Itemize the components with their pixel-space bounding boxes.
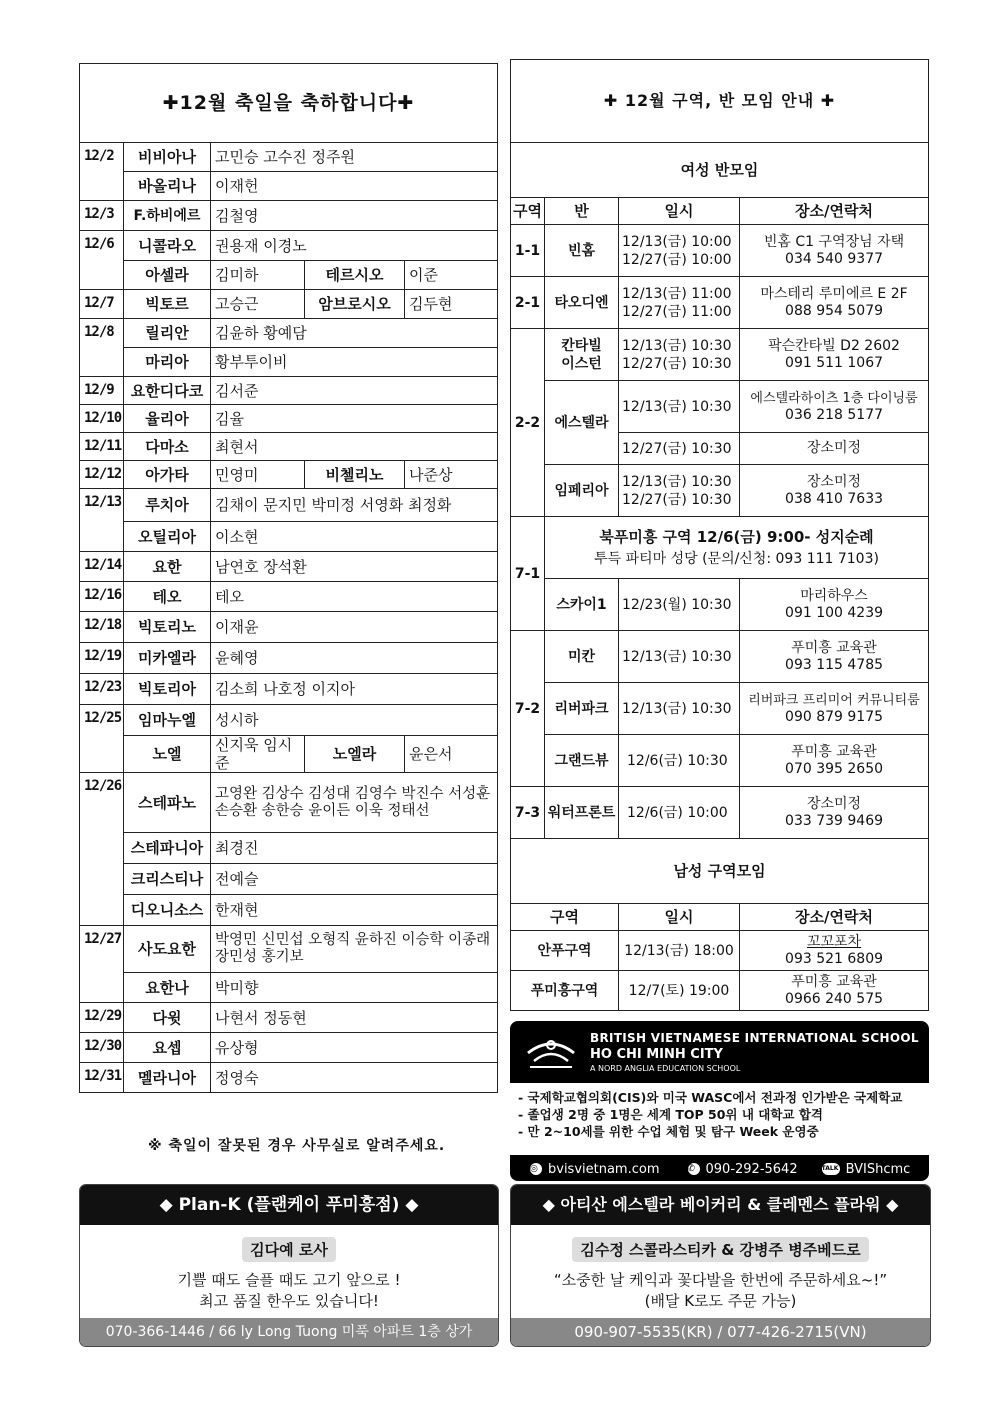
col-header-district: 구역 — [511, 198, 545, 225]
member-names: 김두현 — [405, 290, 498, 319]
group-cell: 워터프론트 — [545, 787, 619, 839]
member-names: 민영미 — [211, 461, 305, 489]
kakaotalk-icon: TALK — [822, 1163, 840, 1175]
plank-title: ◆ Plan-K (플랜케이 푸미흥점) ◆ — [80, 1185, 498, 1225]
bvis-ad — [510, 1021, 929, 1181]
ad-bullet: - 졸업생 2명 중 1명은 세계 TOP 50위 내 대학교 합격 — [518, 1107, 824, 1122]
district-cell: 7-1 — [511, 517, 545, 631]
table-row — [80, 674, 498, 705]
globe-icon: ◎ — [530, 1163, 542, 1175]
feast-date: 12/7 — [80, 290, 124, 319]
member-names: 테오 — [211, 582, 498, 612]
saint-name: 테오 — [124, 582, 211, 612]
feast-date: 12/30 — [80, 1033, 124, 1063]
datetime-cell: 12/13(금) 10:00 12/27(금) 10:00 — [619, 225, 740, 277]
table-row — [80, 433, 498, 461]
saint-name: 빅토르 — [124, 290, 211, 319]
school-crest-icon — [524, 1033, 578, 1071]
feast-date: 12/25 — [80, 705, 124, 773]
saint-name: 요한디다코 — [124, 377, 211, 405]
women-section-title: 여성 반모임 — [511, 143, 929, 198]
table-row — [511, 225, 929, 277]
saint-name: 크리스티나 — [124, 864, 211, 895]
plank-text: 기쁠 때도 슬플 때도 고기 앞으로 ! 최고 품질 한우도 있습니다! — [177, 1271, 401, 1310]
member-names: 이재헌 — [211, 172, 498, 201]
member-names: 김윤하 황예담 — [211, 319, 498, 348]
district-cell: 안푸구역 — [511, 931, 619, 971]
member-names: 김율 — [211, 405, 498, 433]
saint-name: 루치아 — [124, 489, 211, 522]
table-row — [80, 348, 498, 377]
men-section-title: 남성 구역모임 — [511, 839, 929, 904]
datetime-cell: 12/23(월) 10:30 — [619, 579, 740, 631]
member-names: 박영민 신민섭 오형직 윤하진 이승학 이종래 장민성 홍기보 — [211, 926, 498, 973]
member-names: 김서준 — [211, 377, 498, 405]
school-tagline: A NORD ANGLIA EDUCATION SCHOOL — [590, 1064, 741, 1073]
member-names: 김철영 — [211, 201, 498, 231]
group-cell: 빈홈 — [545, 225, 619, 277]
saint-name: 암브로시오 — [305, 290, 405, 319]
member-names: 나준상 — [405, 461, 498, 489]
datetime-cell: 12/13(금) 18:00 — [619, 931, 740, 971]
saint-name: 오틸리아 — [124, 522, 211, 552]
saint-name: 멜라니아 — [124, 1063, 211, 1093]
member-names: 윤은서 — [405, 736, 498, 773]
place-cell: 마리하우스 091 100 4239 — [740, 579, 929, 631]
table-row — [80, 1003, 498, 1033]
saint-name: F.하비에르 — [124, 201, 211, 231]
bakery-text: “소중한 날 케익과 꽃다발을 한번에 주문하세요~!” (배달 K로도 주문 가능) — [553, 1271, 888, 1310]
member-names: 정영숙 — [211, 1063, 498, 1093]
plank-ad — [79, 1184, 499, 1347]
table-row — [80, 377, 498, 405]
district-cell: 7-3 — [511, 787, 545, 839]
member-names: 한재현 — [211, 895, 498, 926]
feast-title: ✚12월 축일을 축하합니다✚ — [80, 64, 498, 143]
table-row — [80, 552, 498, 582]
member-names: 박미향 — [211, 973, 498, 1003]
table-row — [80, 864, 498, 895]
table-row — [511, 631, 929, 683]
table-row — [80, 643, 498, 674]
member-names: 김미하 — [211, 261, 305, 290]
place-cell: 장소미정 033 739 9469 — [740, 787, 929, 839]
table-row — [511, 329, 929, 381]
ad-bullet: - 국제학교협의회(CIS)와 미국 WASC에서 전과정 인가받은 국제학교 — [518, 1090, 903, 1105]
district-cell: 2-2 — [511, 329, 545, 517]
school-kakao-id[interactable]: BVIShcmc — [845, 1161, 911, 1177]
feast-date: 12/2 — [80, 143, 124, 201]
datetime-cell: 12/13(금) 10:30 — [619, 381, 740, 433]
feast-date: 12/14 — [80, 552, 124, 582]
datetime-cell: 12/27(금) 10:30 — [619, 433, 740, 465]
member-names: 고민승 고수진 정주원 — [211, 143, 498, 172]
member-names: 전예슬 — [211, 864, 498, 895]
feast-date: 12/12 — [80, 461, 124, 489]
saint-name: 비비아나 — [124, 143, 211, 172]
saint-name: 다윗 — [124, 1003, 211, 1033]
table-row — [80, 833, 498, 864]
saint-name: 노엘라 — [305, 736, 405, 773]
feast-note: ※ 축일이 잘못된 경우 사무실로 알려주세요. — [148, 1138, 446, 1154]
district-cell: 1-1 — [511, 225, 545, 277]
table-row — [80, 489, 498, 522]
member-names: 권용재 이경노 — [211, 231, 498, 261]
schedule-title: ✚ 12월 구역, 반 모임 안내 ✚ — [511, 60, 929, 143]
table-row — [80, 231, 498, 261]
group-cell: 미칸 — [545, 631, 619, 683]
phone-icon: ✆ — [688, 1163, 700, 1175]
saint-name: 율리아 — [124, 405, 211, 433]
table-row — [80, 926, 498, 973]
table-row — [511, 381, 929, 433]
member-names: 김채이 문지민 박미정 서영화 최정화 — [211, 489, 498, 522]
bakery-title: ◆ 아티산 에스텔라 베이커리 & 클레멘스 플라워 ◆ — [511, 1185, 930, 1225]
member-names: 고영완 김상수 김성대 김영수 박진수 서성훈 손승환 송한승 윤이든 이욱 정태선 — [211, 773, 498, 833]
table-row — [80, 522, 498, 552]
school-name: BRITISH VIETNAMESE INTERNATIONAL SCHOOL — [590, 1031, 919, 1045]
bakery-ad — [510, 1184, 931, 1347]
feast-date: 12/18 — [80, 612, 124, 643]
saint-name: 빅토리아 — [124, 674, 211, 705]
district-cell: 푸미흥구역 — [511, 971, 619, 1011]
member-names: 황부투이비 — [211, 348, 498, 377]
feast-date: 12/16 — [80, 582, 124, 612]
member-names: 최현서 — [211, 433, 498, 461]
member-names: 최경진 — [211, 833, 498, 864]
group-cell: 칸타빌 이스턴 — [545, 329, 619, 381]
saint-name: 다마소 — [124, 433, 211, 461]
feast-date: 12/23 — [80, 674, 124, 705]
table-row — [80, 319, 498, 348]
place-cell: 장소미정 — [740, 433, 929, 465]
pilgrimage-notice: 북푸미흥 구역 12/6(금) 9:00- 성지순례 투득 파티마 성당 (문의/신청: 093 111 7103) — [545, 517, 929, 579]
saint-name: 릴리안 — [124, 319, 211, 348]
saint-name: 테르시오 — [305, 261, 405, 290]
table-row — [511, 579, 929, 631]
datetime-cell: 12/6(금) 10:30 — [619, 735, 740, 787]
feast-date: 12/31 — [80, 1063, 124, 1093]
member-names: 유상형 — [211, 1033, 498, 1063]
saint-name: 사도요한 — [124, 926, 211, 973]
col-header-place: 장소/연락처 — [740, 198, 929, 225]
datetime-cell: 12/13(금) 10:30 — [619, 631, 740, 683]
saint-name: 요한나 — [124, 973, 211, 1003]
table-row — [80, 461, 498, 489]
table-row — [511, 517, 929, 579]
saint-name: 노엘 — [124, 736, 211, 773]
bakery-owners: 김수정 스콜라스티카 & 강병주 병주베드로 — [572, 1237, 868, 1262]
member-names: 이준 — [405, 261, 498, 290]
table-row — [511, 971, 929, 1011]
member-names: 남연호 장석환 — [211, 552, 498, 582]
district-cell: 2-1 — [511, 277, 545, 329]
feast-date: 12/11 — [80, 433, 124, 461]
saint-name: 아셀라 — [124, 261, 211, 290]
saint-name: 디오니소스 — [124, 895, 211, 926]
table-row — [80, 705, 498, 736]
group-cell: 리버파크 — [545, 683, 619, 735]
school-ad-body — [510, 1083, 929, 1155]
table-row — [80, 405, 498, 433]
feast-date: 12/26 — [80, 773, 124, 926]
table-row — [80, 582, 498, 612]
saint-name: 니콜라오 — [124, 231, 211, 261]
member-names: 나현서 정동현 — [211, 1003, 498, 1033]
saint-name: 마리아 — [124, 348, 211, 377]
group-cell: 에스텔라 — [545, 381, 619, 465]
feast-date: 12/13 — [80, 489, 124, 552]
table-row — [80, 143, 498, 172]
place-cell: 푸미흥 교육관 070 395 2650 — [740, 735, 929, 787]
saint-name: 아가타 — [124, 461, 211, 489]
datetime-cell: 12/7(토) 19:00 — [619, 971, 740, 1011]
bakery-contact: 090-907-5535(KR) / 077-426-2715(VN) — [511, 1318, 930, 1346]
feast-date: 12/8 — [80, 319, 124, 377]
member-names: 이소현 — [211, 522, 498, 552]
place-cell: 리버파크 프리미어 커뮤니티룸 090 879 9175 — [740, 683, 929, 735]
col-header-group: 반 — [545, 198, 619, 225]
datetime-cell: 12/6(금) 10:00 — [619, 787, 740, 839]
table-row — [80, 736, 498, 773]
saint-name: 바올리나 — [124, 172, 211, 201]
member-names: 윤혜영 — [211, 643, 498, 674]
saint-name: 비첼리노 — [305, 461, 405, 489]
feast-date: 12/10 — [80, 405, 124, 433]
table-row — [80, 895, 498, 926]
saint-name: 요한 — [124, 552, 211, 582]
feast-table — [79, 63, 498, 1093]
saint-name: 임마누엘 — [124, 705, 211, 736]
col-header-place: 장소/연락처 — [740, 904, 929, 931]
table-row — [511, 787, 929, 839]
school-phone[interactable]: 090-292-5642 — [705, 1161, 798, 1177]
meeting-schedule-table — [510, 59, 929, 1011]
saint-name: 빅토리노 — [124, 612, 211, 643]
place-cell: 마스테리 루미에르 E 2F 088 954 5079 — [740, 277, 929, 329]
datetime-cell: 12/13(금) 10:30 — [619, 683, 740, 735]
col-header-datetime: 일시 — [619, 904, 740, 931]
member-names: 김소희 나호정 이지아 — [211, 674, 498, 705]
table-row — [511, 735, 929, 787]
member-names: 고승근 — [211, 290, 305, 319]
district-cell: 7-2 — [511, 631, 545, 787]
col-header-datetime: 일시 — [619, 198, 740, 225]
table-row — [511, 465, 929, 517]
table-row — [80, 172, 498, 201]
table-row — [80, 1063, 498, 1093]
place-cell: 빈홈 C1 구역장님 자택 034 540 9377 — [740, 225, 929, 277]
table-row — [80, 773, 498, 833]
datetime-cell: 12/13(금) 11:00 12/27(금) 11:00 — [619, 277, 740, 329]
group-cell: 임페리아 — [545, 465, 619, 517]
saint-name: 스테파니아 — [124, 833, 211, 864]
school-contact-bar — [510, 1157, 929, 1181]
place-cell: 꼬꼬포차 093 521 6809 — [740, 931, 929, 971]
group-cell: 스카이1 — [545, 579, 619, 631]
plank-contact: 070-366-1446 / 66 ly Long Tuong 미푹 아파트 1층 상가 — [80, 1318, 498, 1346]
member-names: 성시하 — [211, 705, 498, 736]
feast-date: 12/3 — [80, 201, 124, 231]
place-cell: 푸미흥 교육관 0966 240 575 — [740, 971, 929, 1011]
feast-date: 12/19 — [80, 643, 124, 674]
place-cell: 장소미정 038 410 7633 — [740, 465, 929, 517]
datetime-cell: 12/13(금) 10:30 12/27(금) 10:30 — [619, 329, 740, 381]
school-website[interactable]: bvisvietnam.com — [548, 1161, 660, 1177]
feast-date: 12/27 — [80, 926, 124, 1003]
saint-name: 요셉 — [124, 1033, 211, 1063]
member-names: 신지욱 임시준 — [211, 736, 305, 773]
ad-bullet: - 만 2~10세를 위한 수업 체험 및 탐구 Week 운영중 — [518, 1124, 819, 1139]
feast-date: 12/29 — [80, 1003, 124, 1033]
place-cell: 에스텔라하이츠 1층 다이닝룸 036 218 5177 — [740, 381, 929, 433]
feast-date: 12/6 — [80, 231, 124, 290]
table-row — [80, 612, 498, 643]
saint-name: 미카엘라 — [124, 643, 211, 674]
table-row — [80, 201, 498, 231]
place-cell: 팍슨칸타빌 D2 2602 091 511 1067 — [740, 329, 929, 381]
table-row — [511, 683, 929, 735]
plank-owner: 김다예 로사 — [242, 1237, 336, 1262]
group-cell: 그랜드뷰 — [545, 735, 619, 787]
table-row — [80, 1033, 498, 1063]
datetime-cell: 12/13(금) 10:30 12/27(금) 10:30 — [619, 465, 740, 517]
table-row — [80, 261, 498, 290]
table-row — [511, 931, 929, 971]
school-city: HO CHI MINH CITY — [590, 1047, 723, 1062]
group-cell: 타오디엔 — [545, 277, 619, 329]
table-row — [80, 290, 498, 319]
table-row — [80, 973, 498, 1003]
saint-name: 스테파노 — [124, 773, 211, 833]
feast-date: 12/9 — [80, 377, 124, 405]
col-header-district: 구역 — [511, 904, 619, 931]
table-row — [511, 277, 929, 329]
member-names: 이재윤 — [211, 612, 498, 643]
place-cell: 푸미흥 교육관 093 115 4785 — [740, 631, 929, 683]
